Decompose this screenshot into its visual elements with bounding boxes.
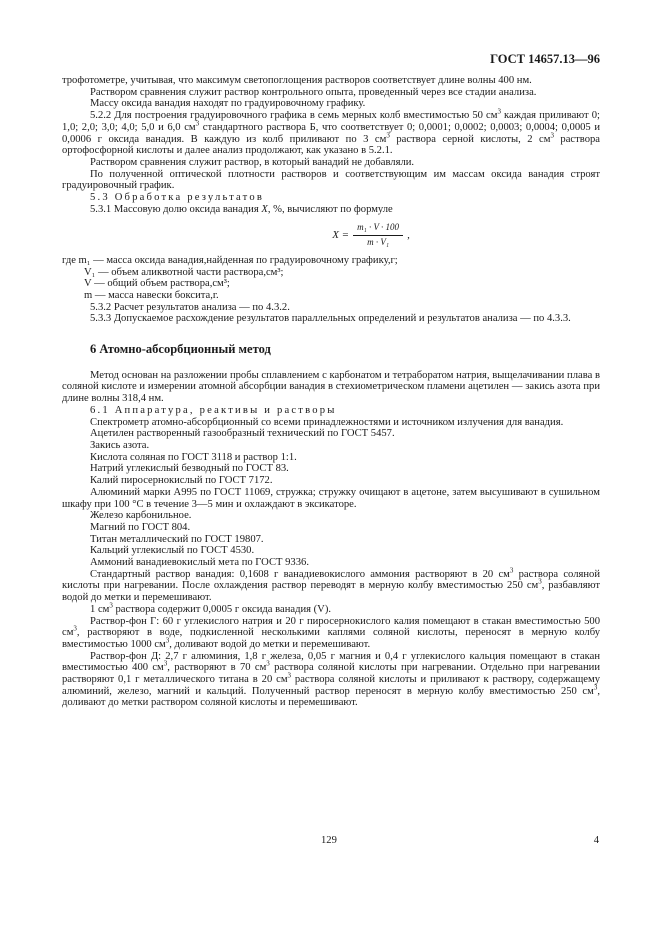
page-number: 129 [321,835,337,846]
list-item: Калий пиросернокислый по ГОСТ 7172. [90,475,273,487]
list-item: Магний по ГОСТ 804. [90,521,191,533]
definition-v1: V₁ — объем аликвотной части раствора,см³; [84,266,284,278]
definition-m1: где m₁ — масса оксида ванадия,найденная по градуировочному графику,г; [62,254,398,266]
paragraph-reference-no-vanadium: Раствором сравнения служит раствор, в который ванадий не добавляли. [90,156,415,168]
paragraph-5-3-3: 5.3.3 Допускаемое расхождение результатов параллельных определений и результатов анализа — по 4.3.3. [90,313,571,325]
list-item: Натрий углекислый безводный по ГОСТ 83. [90,463,289,475]
list-item: Кальций углекислый по ГОСТ 4530. [90,545,255,557]
list-item: Кислота соляная по ГОСТ 3118 и раствор 1:1. [90,451,297,463]
definition-v: V — общий объем раствора,см³; [84,278,230,290]
formula-fraction [353,222,403,248]
document-header: ГОСТ 14657.13—96 [490,52,600,66]
formula-numerator: m₁ · V · 100 [353,222,403,236]
paragraph-5-2-2: 5.2.2 Для построения градуировочного графика в семь мерных колб вместимостью 50 $см^3$ каждая приливают 0; 1,0; 2,0; 3,0; 4,0; 5,0 и 6,0 $см^3$ стандартного раствора Б, что соответствует 0; 0,0001; 0,0002; 0,0003; 0,0004; 0,0005 и 0,0006 г оксида ванадия. В каждую из колб приливают по 3 $см^3$ раствора серной кислоты, 2 $см^3$ раствора ортофосфорной кислоты и далее анализ продолжают, как указано в 5.2.1. [62,107,601,157]
list-item: Ацетилен растворенный газообразный технический по ГОСТ 5457. [90,428,395,440]
formula-tail: , [407,228,410,241]
list-item: Титан металлический по ГОСТ 19807. [90,533,264,545]
paragraph-reference-solution: Раствором сравнения служит раствор контрольного опыта, проведенный через все стадии анализа. [90,86,537,98]
list-item: Железо карбонильное. [90,510,192,522]
list-item: Аммоний ванадиевокислый мета по ГОСТ 9336. [90,557,309,569]
list-item: Спектрометр атомно-абсорбционный со всеми принадлежностями и источником излучения для ванадия. [90,416,564,428]
paragraph-background-d: Раствор-фон Д: 2,7 г алюминия, 1,8 г железа, 0,05 г магния и 0,4 г углекислого кальция помещают в стакан вместимостью 400 $см^3$, растворяют в 70 $см^3$ раствора соляной кислоты при нагревании. Отдельно при нагревании растворяют 0,1 г металлического титана в 20 $см^3$ раствора соляной кислоты и приливают к раствору, содержащему алюминий, железо, магний и кальций. Полученный раствор переносят в мерную колбу вместимостью 250 $см^3$, доливают до метки раствором соляной кислоты и перемешивают. [62,650,601,709]
paragraph-5-3-1: 5.3.1 Массовую долю оксида ванадия X, %, вычисляют по формуле [90,203,393,215]
definition-m: m — масса навески боксита,г. [84,289,219,301]
formula-vanadium-fraction [142,222,600,248]
paragraph-method-basis: Метод основан на разложении пробы сплавлением с карбонатом и тетраборатом натрия, выщелачивании плава в соляной кислоте и измерении атомной абсорбции ванадия в стехиометрическом пламени ацетилен — закись азота при длине волны 318,4 нм. [62,369,600,405]
document-body [62,75,600,709]
paragraph-continuation: трофотометре, учитывая, что максимум светопоглощения растворов соответствует длине волны 400 нм. [62,75,532,86]
paragraph-standard-content: 1 $см^3$ раствора содержит 0,0005 г оксида ванадия (V). [90,601,331,615]
paragraph-standard-solution: Стандартный раствор ванадия: 0,1608 г ванадиевокислого аммония растворяют в 20 $см^3$ раствора соляной кислоты при нагревании. После охлаждения раствор переводят в мерную колбу вместимостью 250 $см^3$, разбавляют водой до метки и перемешивают. [62,566,601,604]
list-item: Алюминий марки А995 по ГОСТ 11069, стружка; стружку очищают в ацетоне, затем высушивают в сушильном шкафу при 100 °С в течение 3—5 мин и охлаждают в эксикаторе. [62,486,600,510]
paragraph-background-g: Раствор-фон Г: 60 г углекислого натрия и 20 г пиросернокислого калия помещают в стакан вместимостью 500 $см^3$, растворяют в воде, подкисленной несколькими каплями соляной кислоты, переносят в мерную колбу вместимостью 1000 $см^3$, доливают водой до метки и перемешивают. [62,615,600,650]
subsection-6-1-title: 6.1 Аппаратура, реактивы и растворы [90,404,337,416]
paragraph-mass-by-graph: Массу оксида ванадия находят по градуировочному графику. [90,98,366,110]
paragraph-5-3-2: 5.3.2 Расчет результатов анализа — по 4.3.2. [90,301,290,313]
formula-lhs: X = [332,228,350,241]
list-item: Закись азота. [90,439,150,451]
subsection-5-3-title: 5.3 Обработка результатов [90,192,265,204]
formula-denominator: m · V₁ [367,237,390,248]
paragraph-build-graph: По полученной оптической плотности растворов и соответствующим им массам оксида ванадия строят градуировочный график. [62,168,600,192]
section-6-title: 6 Атомно-абсорбционный метод [90,342,271,357]
sheet-number: 4 [593,835,599,846]
